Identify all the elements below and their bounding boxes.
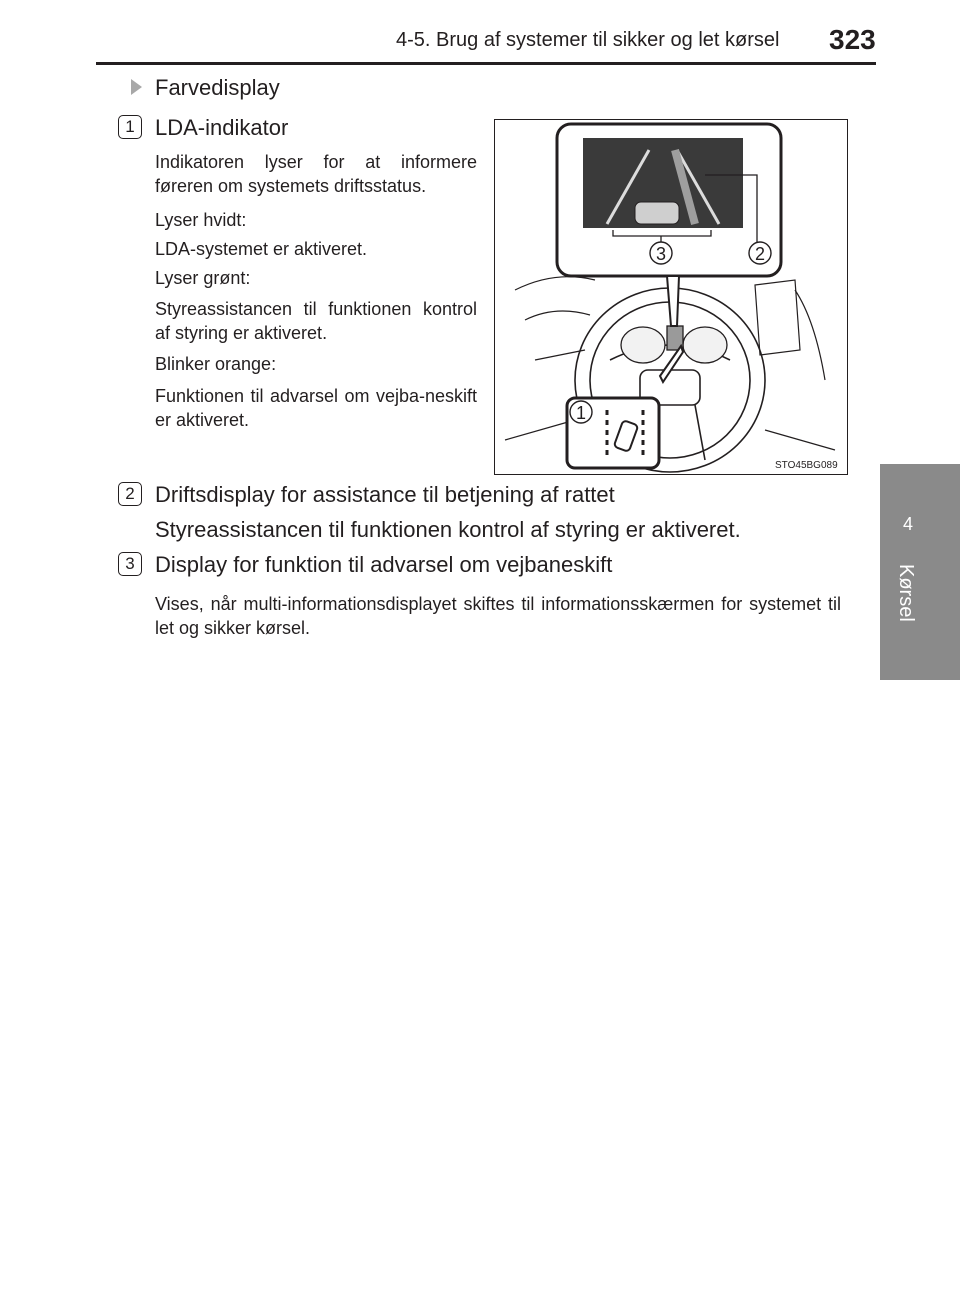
item-title: LDA-indikator bbox=[155, 115, 289, 140]
item-paragraph: Lyser hvidt: bbox=[155, 210, 247, 230]
item-title: Driftsdisplay for assistance til betjening af rattet bbox=[155, 482, 615, 507]
header-rule bbox=[96, 62, 876, 65]
callout-3: 3 bbox=[655, 244, 667, 264]
page-number: 323 bbox=[829, 24, 876, 55]
item-title: Display for funktion til advarsel om vejbaneskift bbox=[155, 552, 613, 577]
callout-2: 2 bbox=[754, 244, 766, 264]
dashboard-illustration bbox=[495, 120, 847, 474]
section-heading: Farvedisplay bbox=[155, 75, 280, 100]
car-icon bbox=[635, 202, 679, 224]
section-title: 4-5. Brug af systemer til sikker og let kørsel bbox=[396, 29, 780, 51]
lda-indicator-figure bbox=[494, 119, 848, 475]
item-paragraph: Blinker orange: bbox=[155, 354, 277, 374]
chapter-number: 4 bbox=[902, 514, 913, 534]
item-number-badge: 3 bbox=[118, 552, 142, 576]
item-number-badge: 2 bbox=[118, 482, 142, 506]
figure-code: STO45BG089 bbox=[775, 460, 838, 471]
item-paragraph: LDA-systemet er aktiveret. bbox=[155, 239, 368, 259]
item-body: Styreassistancen til funktionen kontrol af styring er aktiveret. bbox=[155, 517, 741, 542]
item-paragraph: Lyser grønt: bbox=[155, 268, 251, 288]
chapter-tab bbox=[880, 464, 960, 680]
item-paragraph: Funktionen til advarsel om vejba-neskift er aktiveret. bbox=[155, 386, 477, 430]
item-number-badge: 1 bbox=[118, 115, 142, 139]
callout-1: 1 bbox=[575, 403, 587, 423]
item-body: Vises, når multi-informationsdisplayet skiftes til informationsskærmen for systemet til let og sikker kørsel. bbox=[155, 594, 841, 638]
chapter-title: Kørsel bbox=[895, 564, 917, 622]
item-paragraph: Styreassistancen til funktionen kontrol af styring er aktiveret. bbox=[155, 299, 477, 343]
item-paragraph: Indikatoren lyser for at informere føreren om systemets driftsstatus. bbox=[155, 152, 477, 196]
triangle-bullet-icon bbox=[131, 79, 142, 95]
